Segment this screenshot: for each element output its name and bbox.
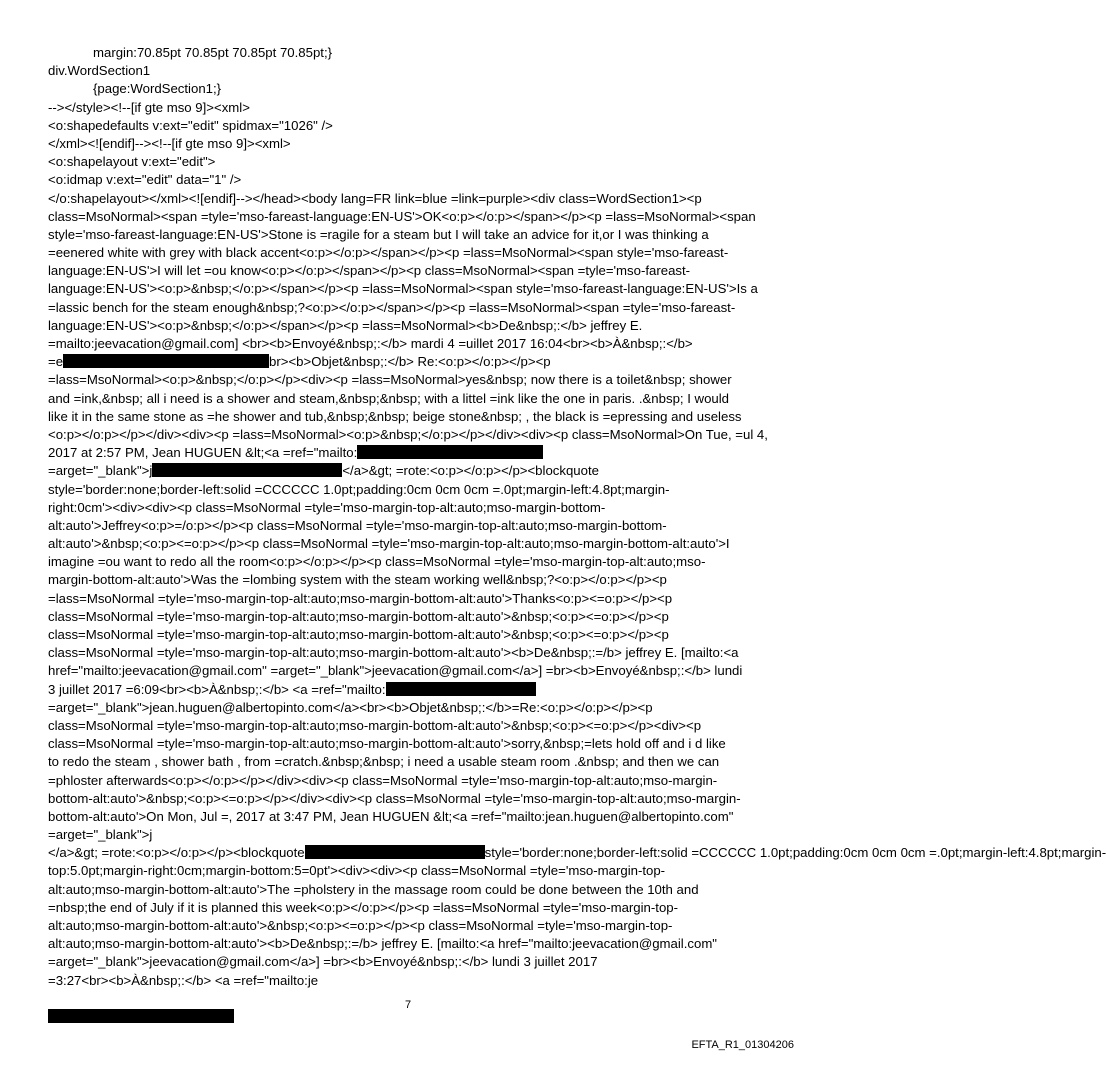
text-line: style='border:none;border-left:solid =CCCCCC 1.0pt;padding:0cm 0cm 0cm =.0pt;margin-left:4.8pt;margin- xyxy=(48,481,670,497)
text-segment: br><b>Objet&nbsp;:</b> Re:<o:p></o:p></p><p xyxy=(269,354,551,370)
text-line: =lass=MsoNormal =tyle='mso-margin-top-alt:auto;mso-margin-bottom-alt:auto'>Thanks<o:p><=o:p></p><p xyxy=(48,590,673,606)
text-line: class=MsoNormal><span =tyle='mso-fareast-language:EN-US'>OK<o:p></o:p></span></p><p =lass=MsoNormal><span xyxy=(48,208,756,224)
text-line xyxy=(48,444,776,462)
redaction-bar xyxy=(305,845,485,859)
text-line: imagine =ou want to redo all the room<o:p></o:p></p><p class=MsoNormal =tyle='mso-margin-top-alt:auto;mso- xyxy=(48,554,706,570)
text-line: =arget="_blank">jeevacation@gmail.com</a>] =br><b>Envoyé&nbsp;:</b> lundi 3 juillet 2017 xyxy=(48,954,598,970)
text-line: =phloster afterwards<o:p></o:p></p></div><div><p class=MsoNormal =tyle='mso-margin-top-alt:auto;mso-margin- xyxy=(48,772,718,788)
text-segment: style='border:none;border-left:solid =CCCCCC 1.0pt;padding:0cm 0cm 0cm =.0pt;margin-left:4.8pt;margin- xyxy=(484,845,1106,861)
text-line xyxy=(48,844,1106,862)
redaction-bar xyxy=(357,445,543,459)
text-line xyxy=(48,681,776,699)
text-line: =eenered white with grey with black accent<o:p></o:p></span></p><p =lass=MsoNormal><span style='mso-fareast- xyxy=(48,245,729,261)
redaction-bar xyxy=(152,463,342,477)
text-line: <o:shapelayout v:ext="edit"> xyxy=(48,154,216,170)
text-line: and =ink,&nbsp; all i need is a shower and steam,&nbsp;&nbsp; with a littel =ink like the one in paris. .&nbsp; I would xyxy=(48,390,730,406)
text-line: language:EN-US'>I will let =ou know<o:p></o:p></span></p><p class=MsoNormal><span =tyle='mso-fareast- xyxy=(48,263,691,279)
text-line: style='mso-fareast-language:EN-US'>Stone is =ragile for a steam but I will take an advice for it,or I was thinking a xyxy=(48,226,709,242)
text-line: top:5.0pt;margin-right:0cm;margin-bottom:5=0pt'><div><div><p class=MsoNormal =tyle='mso-margin-top- xyxy=(48,863,666,879)
text-line: href="mailto:jeevacation@gmail.com" =arget="_blank">jeevacation@gmail.com</a>] =br><b>Envoyé&nbsp;:</b> lundi xyxy=(48,663,743,679)
text-line: class=MsoNormal =tyle='mso-margin-top-alt:auto;mso-margin-bottom-alt:auto'><b>De&nbsp;:=/b> jeffrey E. [mailto:<a xyxy=(48,645,739,661)
text-line: alt:auto;mso-margin-bottom-alt:auto'>&nbsp;<o:p><=o:p></p><p class=MsoNormal =tyle='mso-margin-top- xyxy=(48,918,673,933)
text-line: class=MsoNormal =tyle='mso-margin-top-alt:auto;mso-margin-bottom-alt:auto'>sorry,&nbsp;=lets hold off and i d like xyxy=(48,736,726,752)
text-segment: </a>&gt; =rote:<o:p></o:p></p><blockquote xyxy=(48,845,305,861)
text-line: =arget="_blank">j xyxy=(48,827,153,843)
text-line: class=MsoNormal =tyle='mso-margin-top-alt:auto;mso-margin-bottom-alt:auto'>&nbsp;<o:p><=o:p></p><p xyxy=(48,608,669,624)
email-source-text xyxy=(48,44,1106,1026)
text-line: to redo the steam , shower bath , from =cratch.&nbsp;&nbsp; i need a usable steam room .&nbsp; and then we can xyxy=(48,754,720,770)
redaction-bar xyxy=(386,682,536,696)
text-line: <o:idmap v:ext="edit" data="1" /> xyxy=(48,172,242,188)
text-segment: 3 juillet 2017 =6:09<br><b>À&nbsp;:</b> <a =ref="mailto: xyxy=(48,681,386,697)
text-line: div.WordSection1 xyxy=(48,63,151,79)
text-line: alt:auto;mso-margin-bottom-alt:auto'>The =pholstery in the massage room could be done between the 10th and xyxy=(48,881,699,897)
text-line: alt:auto;mso-margin-bottom-alt:auto'><b>De&nbsp;:=/b> jeffrey E. [mailto:<a href="mailto:jeevacation@gmail.com" xyxy=(48,936,717,952)
text-line: </xml><![endif]--><!--[if gte mso 9]><xml> xyxy=(48,135,291,151)
text-segment: 2017 at 2:57 PM, Jean HUGUEN &lt;<a =ref="mailto: xyxy=(48,445,358,461)
text-line xyxy=(48,353,776,371)
text-line: margin:70.85pt 70.85pt 70.85pt 70.85pt;} xyxy=(93,45,333,60)
page-number: 7 xyxy=(404,999,412,1011)
text-line: alt:auto'>Jeffrey<o:p>=/o:p></p><p class=MsoNormal =tyle='mso-margin-top-alt:auto;mso-margin-bottom- xyxy=(48,517,667,533)
text-segment: =arget="_blank">j xyxy=(48,463,153,479)
text-line: =mailto:jeevacation@gmail.com] <br><b>Envoyé&nbsp;:</b> mardi 4 =uillet 2017 16:04<br><b>À&nbsp;:</b> xyxy=(48,336,693,351)
text-segment: =e xyxy=(48,354,64,370)
text-line: bottom-alt:auto'>On Mon, Jul =, 2017 at 3:47 PM, Jean HUGUEN &lt;<a =ref="mailto:jean.huguen@albertopinto.com" xyxy=(48,808,734,824)
text-line: margin-bottom-alt:auto'>Was the =lombing system with the steam working well&nbsp;?<o:p></o:p></p><p xyxy=(48,572,667,588)
text-line: </o:shapelayout></xml><![endif]--></head><body lang=FR link=blue =link=purple><div class=WordSection1><p xyxy=(48,190,702,206)
text-line: language:EN-US'><o:p>&nbsp;</o:p></span></p><p =lass=MsoNormal><span style='mso-fareast-language:EN-US'>Is a xyxy=(48,281,758,297)
redaction-bar xyxy=(48,1009,234,1023)
text-line: right:0cm'><div><div><p class=MsoNormal =tyle='mso-margin-top-alt:auto;mso-margin-bottom- xyxy=(48,499,606,515)
text-line: <o:shapedefaults v:ext="edit" spidmax="1026" /> xyxy=(48,117,333,133)
text-line: <o:p></o:p></p></div><div><p =lass=MsoNormal><o:p>&nbsp;</o:p></p></div><div><p class=MsoNormal>On Tue, =ul 4, xyxy=(48,426,768,442)
redaction-bar xyxy=(63,354,269,368)
text-line: =3:27<br><b>À&nbsp;:</b> <a =ref="mailto:je xyxy=(48,972,319,988)
text-line: =nbsp;the end of July if it is planned this week<o:p></o:p></p><p =lass=MsoNormal =tyle='mso-margin-top- xyxy=(48,899,679,915)
text-line: class=MsoNormal =tyle='mso-margin-top-alt:auto;mso-margin-bottom-alt:auto'>&nbsp;<o:p><=o:p></p><p xyxy=(48,627,669,642)
text-line: =arget="_blank">jean.huguen@albertopinto.com</a><br><b>Objet&nbsp;:</b>=Re:<o:p></o:p></p><p xyxy=(48,699,653,715)
text-line: =lass=MsoNormal><o:p>&nbsp;</o:p></p><div><p =lass=MsoNormal>yes&nbsp; now there is a toilet&nbsp; shower xyxy=(48,372,732,388)
text-segment: </a>&gt; =rote:<o:p></o:p></p><blockquote xyxy=(342,463,599,479)
text-line: =lassic bench for the steam enough&nbsp;?<o:p></o:p></span></p><p =lass=MsoNormal><span =tyle='mso-fareast- xyxy=(48,299,736,315)
text-line: alt:auto'>&nbsp;<o:p><=o:p></p><p class=MsoNormal =tyle='mso-margin-top-alt:auto;mso-margin-bottom-alt:auto'>I xyxy=(48,536,730,552)
text-line: {page:WordSection1;} xyxy=(93,81,222,97)
text-line: like it in the same stone as =he shower and tub,&nbsp;&nbsp; beige stone&nbsp; , the black is =epressing and useless xyxy=(48,408,742,424)
text-line: language:EN-US'><o:p>&nbsp;</o:p></span></p><p =lass=MsoNormal><b>De&nbsp;:</b> jeffrey E. xyxy=(48,317,643,333)
text-line: --></style><!--[if gte mso 9]><xml> xyxy=(48,99,250,115)
document-id: EFTA_R1_01304206 xyxy=(691,1039,794,1051)
text-line xyxy=(48,462,776,480)
text-line: class=MsoNormal =tyle='mso-margin-top-alt:auto;mso-margin-bottom-alt:auto'>&nbsp;<o:p><=o:p></p><div><p xyxy=(48,717,702,733)
text-line: bottom-alt:auto'>&nbsp;<o:p><=o:p></p></div><div><p class=MsoNormal =tyle='mso-margin-top-alt:auto;mso-margin- xyxy=(48,790,741,806)
